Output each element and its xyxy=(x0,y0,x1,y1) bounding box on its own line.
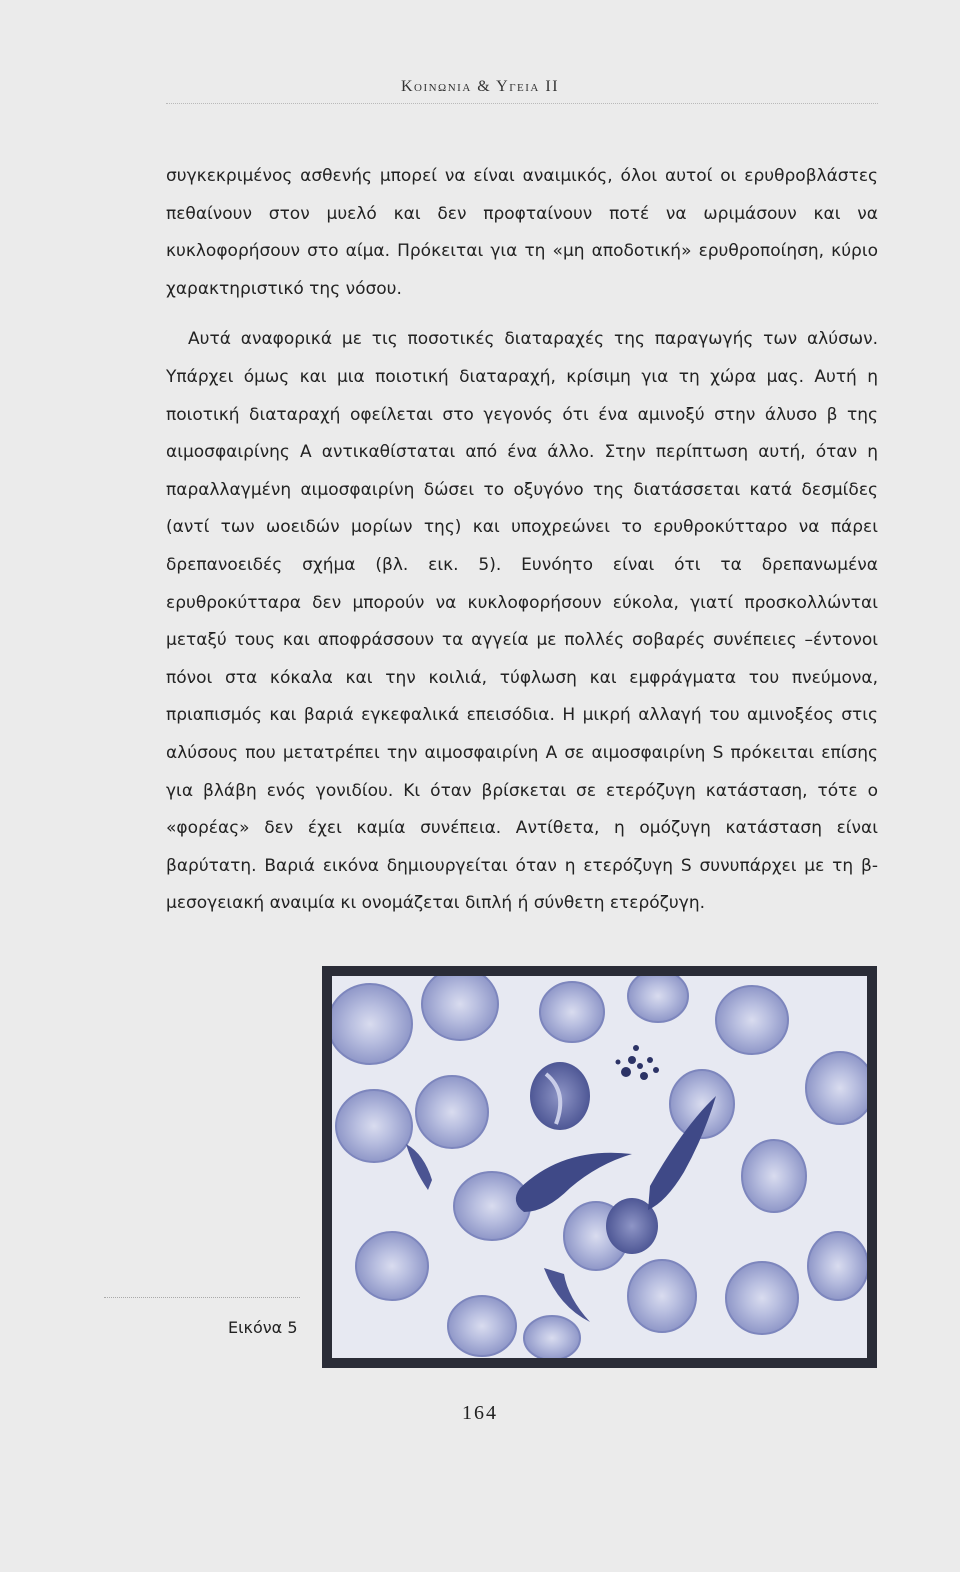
running-header: Κοινωνια & Υγεια ΙΙ xyxy=(400,78,560,95)
paragraph-2: Αυτά αναφορικά με τις ποσοτικές διαταραχές της παραγωγής των αλύσων. Υπάρχει όμως και μια ποιοτική διαταραχή, κρίσιμη για τη χώρα μας. Αυτή η ποιοτική διαταραχή οφείλεται στο γεγονός ότι ένα αμινοξύ στην άλυσο β της αιμοσφαιρίνης Α αντικαθίσταται από ένα άλλο. Στην περίπτωση αυτή, όταν η παραλλαγμένη αιμοσφαιρίνη δώσει το οξυγόνο της διατάσσεται κατά δεσμίδες (αντί των ωοειδών μορίων της) και υποχρεώνει το ερυθροκύτταρο να πάρει δρεπανοειδές σχήμα (βλ. εικ. 5). Ευνόητο είναι ότι τα δρεπανωμένα ερυθροκύτταρα δεν μπορούν να κυκλοφορήσουν εύκολα, γιατί προσκολλώνται μεταξύ τους και αποφράσσουν τα αγγεία με πολλές σοβαρές συνέπειες –έντονοι πόνοι στα κόκαλα και την κοιλιά, τύφλωση και εμφράγματα του πνεύμονα, πριαπισμός και βαριά εγκεφαλικά επεισόδια. Η μικρή αλλαγή του αμινοξέος στις αλύσους που μετατρέπει την αιμοσφαιρίνη Α σε αιμοσφαιρίνη S πρόκειται επίσης για βλάβη ενός γονιδίου. Κι όταν βρίσκεται σε ετερόζυγη κατάσταση, τότε ο «φορέας» δεν έχει καμία συνέπεια. Αντίθετα, η ομόζυγη κατάσταση είναι βαρύτατη. Βαριά εικόνα δημιουργείται όταν η ετερόζυγη S συνυπάρχει με τη β-μεσογειακή αναιμία κι ονομάζεται διπλή ή σύνθετη ετερόζυγη. xyxy=(166,329,878,914)
header-divider xyxy=(166,103,878,104)
figure-blood-smear xyxy=(322,966,877,1368)
caption-divider xyxy=(104,1297,300,1298)
paragraph-1: συγκεκριμένος ασθενής μπορεί να είναι αναιμικός, όλοι αυτοί οι ερυθροβλάστες πεθαίνουν στον μυελό και δεν προφταίνουν ποτέ να ωριμάσουν και να κυκλοφορήσουν στο αίμα. Πρόκειται για τη «μη αποδοτική» ερυθροποίηση, κύριο χαρακτηριστικό της νόσου. xyxy=(166,166,878,299)
blood-smear-photo xyxy=(332,976,867,1358)
figure-caption: Εικόνα 5 xyxy=(228,1318,298,1337)
body-text xyxy=(166,158,878,923)
page-number: 164 xyxy=(462,1402,498,1424)
